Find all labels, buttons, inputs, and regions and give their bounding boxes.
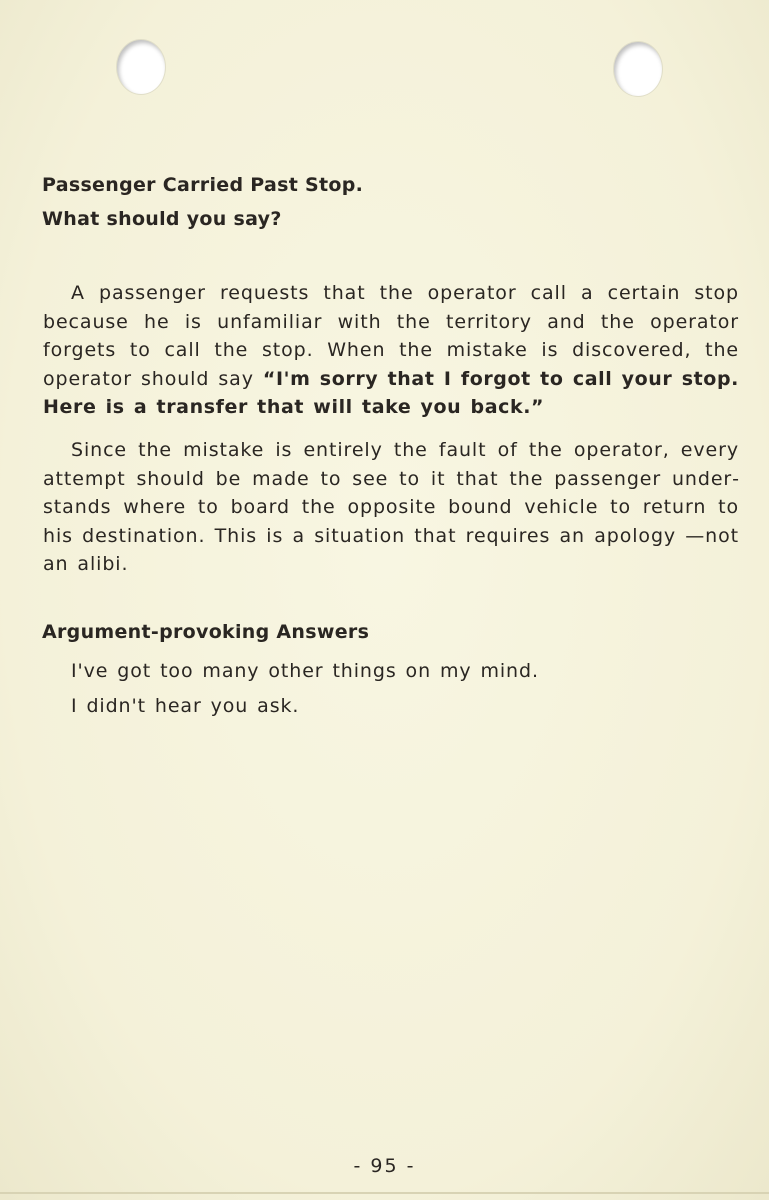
answers-heading: Argument-provoking Answers (42, 621, 370, 643)
answer-item: I didn't hear you ask. (71, 695, 300, 717)
page-edge-divider (0, 1192, 769, 1194)
section-subtitle: What should you say? (42, 208, 282, 230)
paragraph-1-text: A passenger requests that the operator call a certain stop because he is unfamiliar with the territory and the operator forgets to call the stop. When the mistake is discovered, the operator should say (43, 282, 739, 390)
section-title: Passenger Carried Past Stop. (42, 174, 364, 196)
binder-hole-left (117, 40, 165, 94)
page-number: - 95 - (353, 1155, 416, 1177)
answer-item: I've got too many other things on my mind. (71, 660, 539, 682)
paragraph-2 (43, 436, 739, 579)
paragraph-2-text: Since the mistake is entirely the fault of the operator, every attempt should be made to see to it that the passenger understands where to board the opposite bound vehicle to return to his destination. This is a situation that requires an apology —not an alibi. (43, 439, 739, 575)
paragraph-1-quote: “I'm sorry that I forgot to call your stop. Here is a transfer that will take you back.” (43, 367, 739, 418)
paragraph-1 (43, 279, 739, 422)
binder-hole-right (614, 42, 662, 96)
